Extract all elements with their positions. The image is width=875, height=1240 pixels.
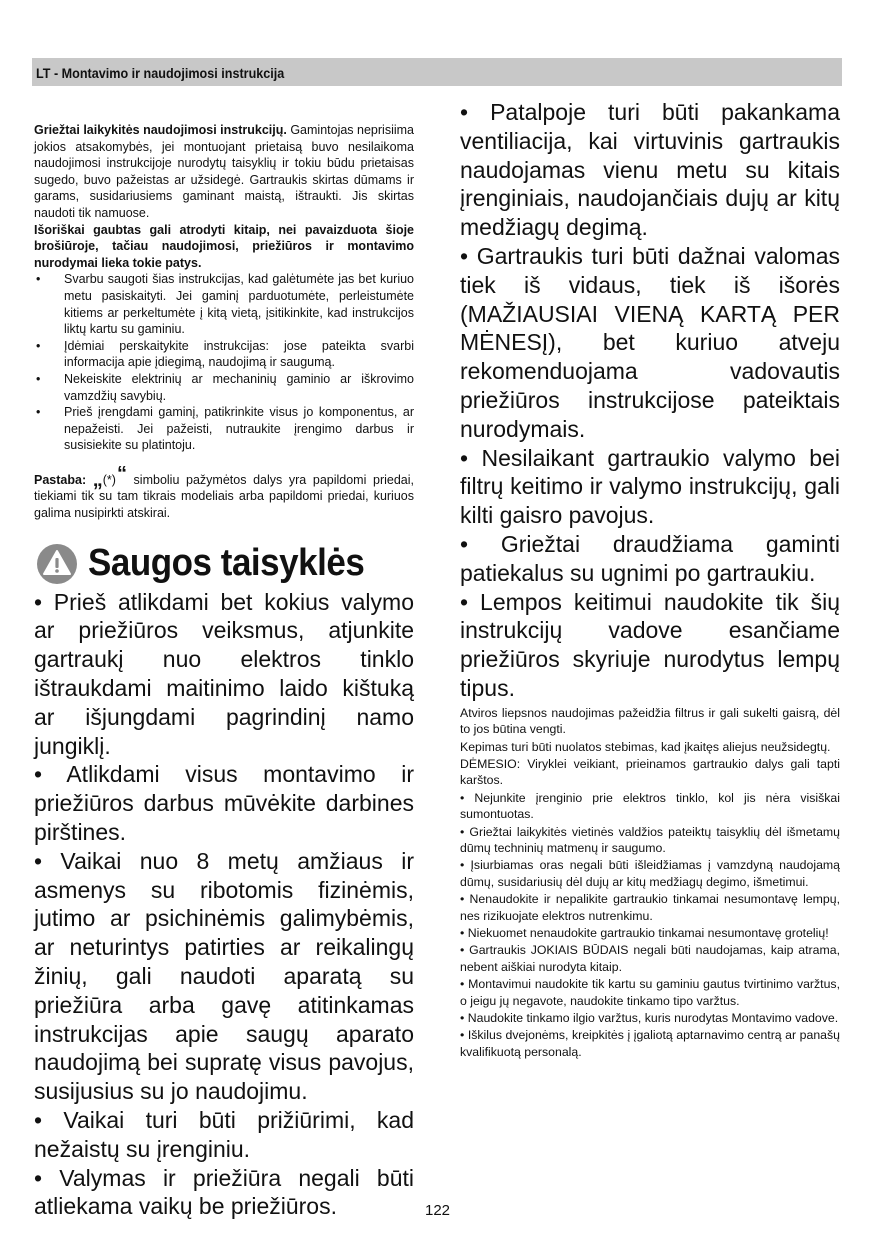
note-quote-close: “ — [116, 462, 127, 485]
safety-paragraph: • Vaikai turi būti prižiūrimi, kad nežaistų su įrenginiu. — [34, 1107, 414, 1162]
note-quote-open: „ — [92, 468, 103, 491]
section-header-title: LT - Montavimo ir naudojimosi instrukcija — [36, 65, 285, 81]
safety-paragraph: • Nesilaikant gartraukio valymo bei filtrų keitimo ir valymo instrukcijų, gali kilti gaisro pavojus. — [460, 444, 840, 529]
safety-paragraph: • Valymas ir priežiūra negali būti atliekama vaikų be priežiūros. — [34, 1164, 414, 1220]
list-item — [34, 371, 414, 404]
small-paragraph: • Įsiurbiamas oras negali būti išleidžiamas į vamzdyną naudojamą dūmų, susidariusių dėl dujų ar kitų medžiagų degimo, išmetimui. — [460, 858, 840, 889]
small-paragraph: DĖMESIO: Viryklei veikiant, prieinamos gartraukio dalys gali tapti karštos. — [460, 756, 840, 788]
safety-paragraph: • Patalpoje turi būti pakankama ventiliacija, kai virtuvinis gartraukis naudojamas vienu metu su kitais įrenginiais, naudojančiais dujų ar kitų medžiagų degimą. — [460, 99, 840, 241]
list-item-text: Nekeiskite elektrinių ar mechaninių gaminio ar iškrovimo vamzdžių savybių. — [64, 371, 414, 403]
note-symbol: (*) — [102, 472, 116, 487]
intro-bold-paragraph — [34, 222, 414, 272]
bullet-dot: • — [36, 371, 41, 386]
small-paragraph: • Nenaudokite ir nepalikite gartraukio tinkamai nesumontavę lempų, nes rizikuojate elektros nutrenkimu. — [460, 892, 840, 923]
list-item-text: Svarbu saugoti šias instrukcijas, kad galėtumėte jas bet kuriuo metu pasiskaityti. Jei gaminį parduotumėte, perleistumėte kitiems ar perkeltumėte į kitą vietą, įsitikinkite, kad instrukcijos liktų kartu su gaminiu. — [64, 272, 414, 337]
safety-small-text — [460, 705, 840, 1061]
note-text: simboliu pažymėtos dalys yra papildomi priedai, tiekiami tik su tam tikrais modeliais arba papildomi priedai, kuriuos galima nusipirkti atskirai. — [34, 472, 414, 521]
safety-paragraph: • Lempos keitimui naudokite tik šių instrukcijų vadove esančiame priežiūros skyriuje nurodytus lempų tipus. — [460, 588, 840, 701]
list-item-text: Įdėmiai perskaitykite instrukcijas: jose pateikta svarbi informacija apie įdiegimą, naudojimą ir saugumą. — [64, 338, 414, 370]
intro-bullet-list — [34, 271, 414, 454]
intro-lead-text: Gamintojas neprisiima jokios atsakomybės, jei montuojant prietaisą buvo nesilaikoma naudojimosi instrukcijoje nurodytų taisyklių ir tokiu būdu prietaisas sugedo, buvo pažeistas ar užsidegė. Gartraukis skirtas dūmams ir garams, susidariusiems gaminant maistą, ištraukti. Jis skirtas naudoti tik namuose. — [34, 123, 414, 220]
bullet-dot: • — [36, 405, 41, 420]
bullet-dot: • — [36, 272, 41, 287]
page-number: 122 — [424, 1202, 451, 1219]
safety-paragraph: • Atlikdami visus montavimo ir priežiūros darbus mūvėkite darbines pirštines. — [34, 761, 414, 846]
small-paragraph: Kepimas turi būti nuolatos stebimas, kad įkaitęs aliejus neužsidegtų. — [460, 739, 831, 754]
intro-lead-bold: Griežtai laikykitės naudojimosi instrukcijų. — [34, 123, 287, 137]
list-item — [34, 404, 414, 454]
section-header-bar — [32, 58, 842, 86]
small-paragraph: • Montavimui naudokite tik kartu su gaminiu gautus tvirtinimo varžtus, o jeigu jų negavote, naudokite tinkamo tipo varžtus. — [460, 977, 840, 1008]
warning-triangle-icon — [36, 543, 78, 585]
note-label: Pastaba: — [34, 472, 87, 487]
safety-left-text — [34, 588, 414, 1222]
list-item — [34, 271, 414, 337]
safety-paragraph: • Gartraukis turi būti dažnai valomas tiek iš vidaus, tiek iš išorės (MAŽIAUSIAI VIENĄ KARTĄ PER MĖNESĮ), bet kuriuo atveju rekomenduojama vadovautis priežiūros instrukcijose pateiktais nurodymais. — [460, 242, 840, 442]
safety-right-text — [460, 98, 840, 703]
small-paragraph: • Niekuomet nenaudokite gartraukio tinkamai nesumontavę grotelių! — [460, 926, 829, 941]
intro-bold-text: Išoriškai gaubtas gali atrodyti kitaip, nei pavaizduota šioje brošiūroje, tačiau naudojimosi, priežiūros ir montavimo nurodymai lieka tokie patys. — [34, 222, 414, 270]
small-paragraph: • Griežtai laikykitės vietinės valdžios pateiktų taisyklių dėl išmetamų dūmų techninių matmenų ir saugumo. — [460, 824, 840, 855]
small-paragraph: Atviros liepsnos naudojimas pažeidžia filtrus ir gali sukelti gaisrą, dėl to jos būtina vengti. — [460, 705, 840, 737]
intro-paragraph — [34, 122, 414, 222]
list-item-text: Prieš įrengdami gaminį, patikrinkite visus jo komponentus, ar nepažeisti. Jei pažeisti, nutraukite įrengimo darbus ir susisiekite su platintoju. — [64, 405, 414, 453]
note-paragraph — [34, 462, 414, 522]
safety-paragraph: • Vaikai nuo 8 metų amžiaus ir asmenys su ribotomis fizinėmis, jutimo ar psichinėmis galimybėmis, ar neturintys patirties ar reikalingų žinių, gali naudoti aparatą su priežiūra arba gavę atitinkamas instrukcijas apie saugų aparato naudojimą bei supratę visus pavojus, susijusius su jo naudojimu. — [34, 847, 414, 1105]
safety-section-heading — [34, 540, 414, 588]
left-column — [34, 122, 414, 1221]
safety-section-title: Saugos taisyklės — [88, 542, 365, 585]
bullet-dot: • — [36, 338, 41, 353]
list-item — [34, 338, 414, 371]
small-paragraph: • Gartraukis JOKIAIS BŪDAIS negali būti naudojamas, kaip atrama, nebent aiškiai nurodyta kitaip. — [460, 943, 840, 974]
small-paragraph: • Naudokite tinkamo ilgio varžtus, kuris nurodytas Montavimo vadove. — [460, 1011, 839, 1026]
safety-paragraph: • Griežtai draudžiama gaminti patiekalus su ugnimi po gartraukiu. — [460, 530, 840, 586]
small-paragraph: • Iškilus dvejonėms, kreipkitės į įgaliotą aptarnavimo centrą ar panašų kvalifikuotą personalą. — [460, 1028, 840, 1059]
small-paragraph: • Nejunkite įrenginio prie elektros tinklo, kol jis nėra visiškai sumontuotas. — [460, 790, 840, 822]
right-column — [460, 98, 840, 1061]
safety-paragraph: • Prieš atlikdami bet kokius valymo ar priežiūros veiksmus, atjunkite gartraukį nuo elektros tinklo ištraukdami maitinimo laido kištuką ar išjungdami pagrindinį namo jungiklį. — [34, 588, 414, 759]
